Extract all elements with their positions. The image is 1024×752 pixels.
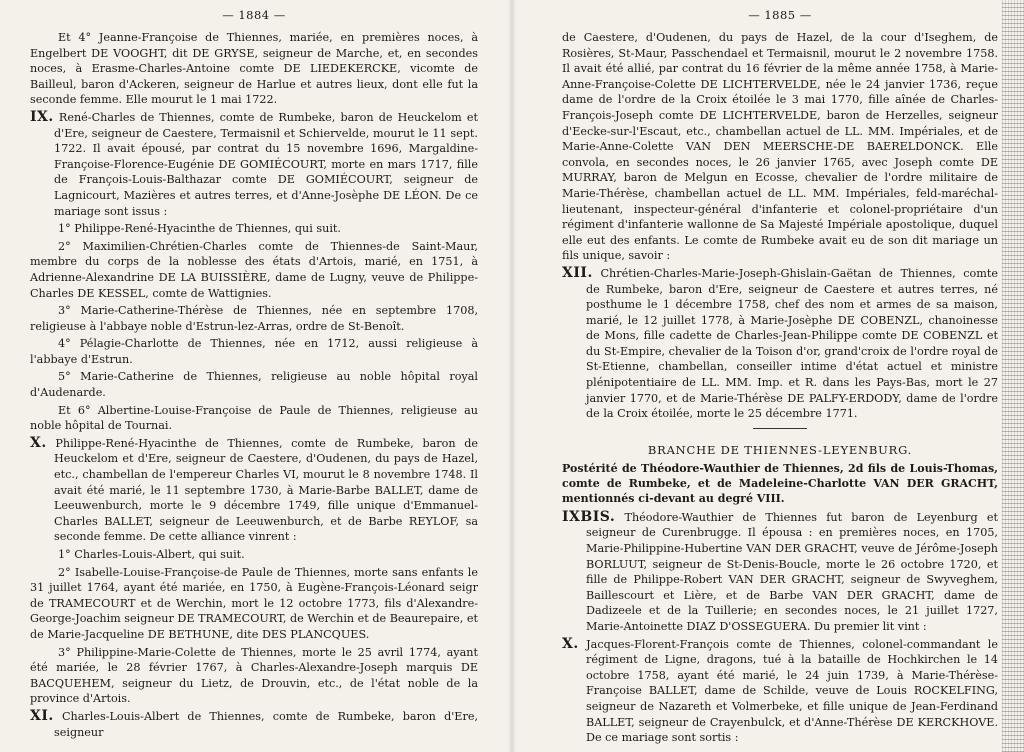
section-divider	[753, 428, 807, 429]
child-entry: 3° Marie-Catherine-Thérèse de Thiennes, née en septembre 1708, religieuse à l'abbaye noble d'Estrun-lez-Arras, ordre de St-Benoît.	[30, 304, 478, 333]
page-number-left: — 1884 —	[222, 8, 286, 22]
child-entry: 1° Philippe-René-Hyacinthe de Thiennes, qui suit.	[58, 222, 341, 236]
generation-entry-x-branch: X. Jacques-Florent-François comte de Thiennes, colonel-commandant le régiment de Ligne, dragons, tué à la bataille de Hochkirchen le 14 octobre 1758, ayant été marié, le 24 juin 1739, à Marie-Thérèse-Françoise BALLET, dame de Schilde, veuve de Louis ROCKELFING, seigneur de Nazareth et Volmerbeke, et fille unique de Jean-Ferdinand BALLET, seigneur de Crayenbulck, et d'Anne-Thérèse DE KERCKHOVE. De ce mariage sont sortis :	[562, 635, 998, 745]
child-entry: 1° Charles-Louis-Albert, qui suit.	[58, 548, 245, 561]
generation-entry-x: X. Philippe-René-Hyacinthe de Thiennes, comte de Rumbeke, baron de Heuckelom et d'Ere, seigneur de Caestere, d'Oudenen, du pays de Hazel, etc., chambellan de l'empereur Charles VI, mourut le 8 novembre 1748. Il avait été marié, le 11 septembre 1730, à Marie-Barbe BALLET, dame de Leeuwenburch, morte le 9 décembre 1749, fille unique d'Emmanuel-Charles BALLET, seigneur de Leeuwenburch, et de Barbe REYLOF, sa seconde femme. De cette alliance vinrent :	[30, 434, 478, 544]
branch-description: Postérité de Théodore-Wauthier de Thiennes, 2d fils de Louis-Thomas, comte de Rumbeke, et de Madeleine-Charlotte VAN DER GRACHT, mentionnés ci-devant au degré VIII.	[562, 461, 998, 505]
entry-continuation: de Caestere, d'Oudenen, du pays de Hazel, de la cour d'Iseghem, de Rosières, St-Maur, Passchendael et Termaisnil, mourut le 2 novembre 1758. Il avait été allié, par contrat du 16 février de la même année 1758, à Marie-Anne-Françoise-Colette DE LICHTERVELDE, née le 24 janvier 1736, reçue dame de l'ordre de la Croix étoilée le 3 mai 1770, fille aînée de Charles-François-Joseph comte DE LICHTERVELDE, baron de Herzelles, seigneur d'Eecke-sur-l'Escaut, etc., chambellan actuel de LL. MM. Impériales, et de Marie-Anne-Colette VAN DEN MEERSCHE-DE BAERELDONCK. Elle convola, en secondes noces, le 26 janvier 1765, avec Joseph comte DE MURRAY, baron de Melgun en Ecosse, chevalier de l'ordre militaire de Marie-Thérèse, chambellan actuel de LL. MM. Impériales, feld-maréchal-lieutenant, inspecteur-général d'infanterie et colonel-propriétaire d'un régiment d'infanterie wallonne de Sa Majesté Impériale apostolique, duquel elle eut des enfants. Le comte de Rumbeke avait eu de son dit mariage un fils unique, savoir :	[562, 31, 998, 263]
child-entry: 2° Maximilien-Chrétien-Charles comte de Thiennes-de Saint-Maur, membre du corps de la noblesse des états d'Artois, marié, en 1751, à Adrienne-Alexandrine DE LA BUISSIÈRE, dame de Lugny, veuve de Philippe-Charles DE KESSEL, comte de Wattignies.	[30, 239, 478, 300]
scan-edge-noise	[1002, 0, 1024, 752]
branch-title: BRANCHE DE THIENNES-LEYENBURG.	[647, 442, 913, 457]
right-page	[512, 0, 1024, 752]
child-entry: 2° Isabelle-Louise-Françoise-de Paule de Thiennes, morte sans enfants le 31 juillet 1764, ayant été mariée, en 1750, à Eugène-François-Léonard seigr de TRAMECOURT et de Werchin, mort le 12 octobre 1773, fils d'Alexandre-George-Joachim seigneur DE TRAMECOURT, de Werchin et de Beaurepaire, et de Marie-Jacqueline DE BETHUNE, dite DES PLANCQUES.	[30, 565, 478, 641]
child-entry: 4° Pélagie-Charlotte de Thiennes, née en 1712, aussi religieuse à l'abbaye d'Estrun.	[30, 337, 478, 366]
generation-entry-ix-bis: IXBIS. Théodore-Wauthier de Thiennes fut baron de Leyenburg et seigneur de Curenbrugge. Il épousa : en premières noces, en 1705, Marie-Philippine-Hubertine VAN DER GRACHT, veuve de Jérôme-Joseph BORLUUT, seigneur de St-Denis-Boucle, morte le 26 octobre 1720, et fille de Philippe-Robert VAN DER GRACHT, seigneur de Swyveghem, Baillescourt et Lière, et de Barbe VAN DER GRACHT, dame de Dadizeele et de la Tuillerie; en secondes noces, le 21 juillet 1727, Marie-Antoinette DIAZ D'OSSEGUERA. Du premier lit vint :	[562, 508, 998, 633]
generation-entry-xi: XI. Charles-Louis-Albert de Thiennes, comte de Rumbeke, baron d'Ere, seigneur	[30, 707, 478, 739]
generation-numeral: X.	[562, 635, 579, 652]
entry-paragraph: Et 4° Jeanne-Françoise de Thiennes, mariée, en premières noces, à Engelbert DE VOOGHT, dit DE GRYSE, seigneur de Marche, et, en secondes noces, à Erasme-Charles-Antoine comte DE LIEDEKERCKE, vicomte de Bailleul, baron d'Ackeren, seigneur de Harlue et autres lieux, dont elle fut la seconde femme. Elle mourut le 1 mai 1722.	[30, 31, 478, 107]
generation-entry-xii: XII. Chrétien-Charles-Marie-Joseph-Ghislain-Gaëtan de Thiennes, comte de Rumbeke, baron d'Ere, seigneur de Caestere et autres terres, né posthume le 1 décembre 1758, chef des nom et armes de sa maison, marié, le 12 juillet 1778, à Marie-Josèphe DE COBENZL, chanoinesse de Mons, fille cadette de Charles-Jean-Philippe comte DE COBENZL et du St-Empire, chevalier de la Toison d'or, grand'croix de l'ordre royal de St-Etienne, chambellan, conseiller intime d'état actuel et ministre plénipotentiaire de LL. MM. Imp. et R. dans les Pays-Bas, mort le 27 janvier 1770, et de Marie-Thérèse DE PALFY-ERDODY, dame de l'ordre de la Croix étoilée, morte le 25 décembre 1771.	[562, 264, 998, 421]
generation-numeral: IXBIS.	[562, 508, 616, 525]
page-number-right: — 1885 —	[748, 8, 812, 22]
child-entry: Et 6° Albertine-Louise-Françoise de Paule de Thiennes, religieuse au noble hôpital de Tournai.	[30, 403, 478, 433]
generation-numeral: XI.	[30, 707, 54, 724]
child-entry: 3° Philippine-Marie-Colette de Thiennes, morte le 25 avril 1774, ayant été mariée, le 28 février 1767, à Charles-Alexandre-Joseph marquis DE BACQUEHEM, seigneur du Lietz, de Drouvin, etc., de l'état noble de la province d'Artois.	[30, 645, 478, 706]
generation-numeral: X.	[30, 434, 47, 451]
generation-numeral: XII.	[562, 264, 593, 281]
generation-numeral: IX.	[30, 108, 54, 125]
generation-entry-ix: IX. René-Charles de Thiennes, comte de Rumbeke, baron de Heuckelom et d'Ere, seigneur de Caestere, Termaisnil et Schiervelde, mourut le 11 sept. 1722. Il avait épousé, par contrat du 15 novembre 1696, Margaldine-Françoise-Florence-Eugénie DE GOMIÉCOURT, morte en mars 1717, fille de François-Louis-Balthazar comte DE GOMIÉCOURT, seigneur de Lagnicourt, Mazières et autres terres, et d'Anne-Josèphe DE LÉON. De ce mariage sont issus :	[30, 108, 478, 218]
child-entry: 5° Marie-Catherine de Thiennes, religieuse au noble hôpital royal d'Audenarde.	[30, 370, 478, 400]
